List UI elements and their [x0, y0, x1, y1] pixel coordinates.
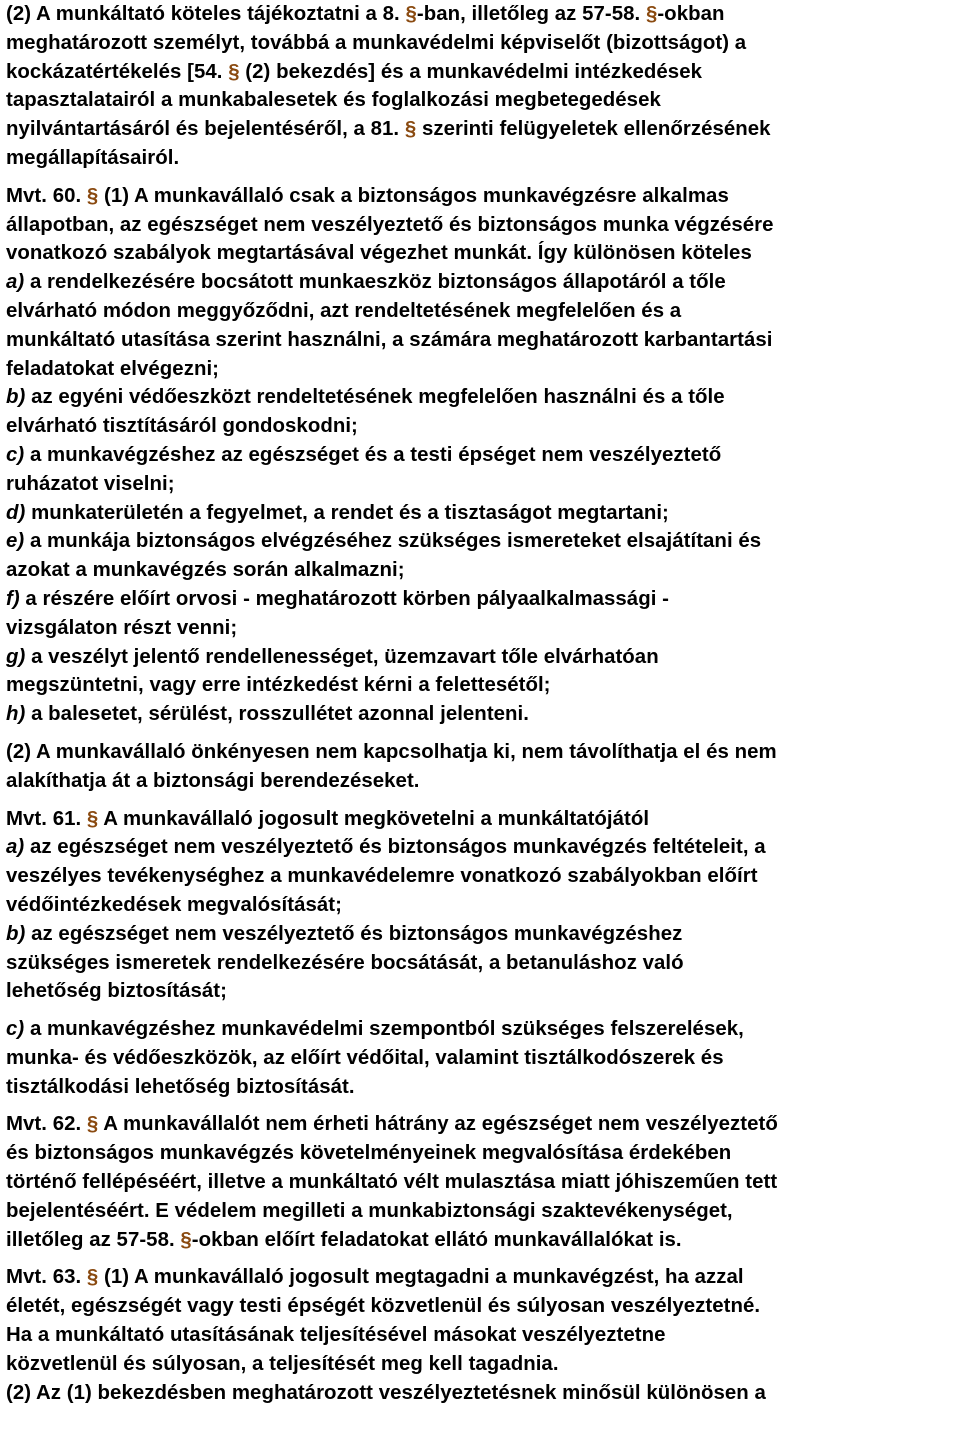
text-run: Mvt. 63. — [6, 1266, 87, 1289]
text-line — [6, 499, 956, 528]
text-run: és biztonságos munkavégzés követelményeinek megvalósítása érdekében — [6, 1142, 732, 1165]
text-line — [6, 977, 956, 1006]
section-sign: § — [180, 1228, 192, 1251]
item-marker: h) — [6, 703, 26, 726]
text-run: munkáltató utasítása szerint használni, a számára meghatározott karbantartási — [6, 328, 773, 351]
paragraph — [6, 738, 956, 796]
section-sign: § — [86, 1113, 99, 1136]
text-line — [6, 268, 956, 297]
item-marker: a) — [6, 271, 25, 294]
text-line — [6, 805, 956, 834]
section-sign: § — [405, 3, 417, 25]
text-run: elvárható tisztításáról gondoskodni; — [6, 415, 358, 438]
text-run: nyilvántartásáról és bejelentéséről, a 81. — [6, 118, 405, 141]
text-line — [6, 470, 956, 499]
text-line — [6, 1197, 956, 1226]
text-line — [6, 614, 956, 643]
text-run: az egészséget nem veszélyeztető és biztonságos munkavégzéshez — [25, 922, 683, 945]
text-run: A munkavállaló jogosult megkövetelni a munkáltatójától — [98, 807, 650, 830]
text-line — [6, 1379, 956, 1408]
text-run: (1) A munkavállaló csak a biztonságos munkavégzésre alkalmas — [98, 184, 729, 207]
text-run: -ban, illetőleg az 57-58. — [416, 3, 646, 25]
item-marker: e) — [6, 530, 25, 553]
text-run: meghatározott személyt, továbbá a munkavédelmi képviselőt (bizottságot) a — [6, 31, 747, 54]
text-run: munkaterületén a fegyelmet, a rendet és a tisztaságot megtartani; — [25, 501, 669, 524]
text-line — [6, 326, 956, 355]
text-line — [6, 1226, 956, 1255]
text-run: a munkavégzéshez munkavédelmi szempontból szükséges felszerelések, — [24, 1018, 744, 1041]
text-line — [6, 1350, 956, 1379]
section-sign: § — [645, 3, 658, 25]
text-run: azokat a munkavégzés során alkalmazni; — [6, 559, 405, 582]
text-line — [6, 144, 956, 173]
text-line — [6, 58, 956, 87]
text-line — [6, 86, 956, 115]
item-marker: c) — [6, 1018, 25, 1041]
text-line — [6, 949, 956, 978]
text-line — [6, 211, 956, 240]
item-marker: f) — [6, 587, 20, 610]
text-run: a részére előírt orvosi - meghatározott körben pályaalkalmassági - — [19, 587, 669, 610]
section-sign: § — [404, 118, 417, 141]
text-line — [6, 738, 956, 767]
text-run: a veszélyt jelentő rendellenességet, üzemzavart tőle elvárhatóan — [25, 645, 659, 668]
text-run: kockázatértékelés [54. — [6, 60, 229, 83]
text-line — [6, 862, 956, 891]
text-run: (2) Az (1) bekezdésben meghatározott veszélyeztetésnek minősül különösen a — [6, 1381, 766, 1404]
section-sign: § — [86, 807, 99, 830]
text-run: védőintézkedések megvalósítását; — [6, 893, 342, 916]
text-run: (1) A munkavállaló jogosult megtagadni a munkavégzést, ha azzal — [98, 1266, 744, 1289]
section-sign: § — [228, 60, 240, 83]
paragraph — [6, 1015, 956, 1101]
text-line — [6, 671, 956, 700]
text-run: közvetlenül és súlyosan, a teljesítését meg kell tagadnia. — [6, 1352, 559, 1375]
text-line — [6, 527, 956, 556]
text-run: az egyéni védőeszközt rendeltetésének megfelelően használni és a tőle — [25, 386, 725, 409]
paragraph — [6, 0, 956, 173]
text-run: (2) bekezdés] és a munkavédelmi intézkedések — [239, 60, 702, 83]
text-run: elvárható módon meggyőződni, azt rendeltetésének megfelelően és a — [6, 299, 682, 322]
paragraph — [6, 1263, 956, 1407]
text-run: feladatokat elvégezni; — [6, 357, 220, 380]
text-line — [6, 115, 956, 144]
text-run: állapotban, az egészséget nem veszélyeztető és biztonságos munka végzésére — [6, 213, 774, 236]
text-run: megszüntetni, vagy erre intézkedést kérni a felettesétől; — [6, 674, 551, 697]
text-run: lehetőség biztosítását; — [6, 980, 227, 1003]
text-run: munka- és védőeszközök, az előírt védőital, valamint tisztálkodószerek és — [6, 1046, 724, 1069]
text-line — [6, 182, 956, 211]
text-line — [6, 1139, 956, 1168]
text-run: a rendelkezésére bocsátott munkaeszköz biztonságos állapotáról a tőle — [24, 271, 726, 294]
text-run: -okban előírt feladatokat ellátó munkavállalókat is. — [191, 1228, 682, 1251]
text-line — [6, 585, 956, 614]
text-line — [6, 1263, 956, 1292]
item-marker: g) — [6, 645, 26, 668]
text-line — [6, 239, 956, 268]
paragraph — [6, 1110, 956, 1254]
text-run: megállapításairól. — [6, 146, 180, 169]
text-run: a munkája biztonságos elvégzéséhez szükséges ismereteket elsajátítani és — [24, 530, 762, 553]
text-line — [6, 1321, 956, 1350]
text-run: bejelentéséért. E védelem megilleti a munkabiztonsági szaktevékenységet, — [6, 1199, 733, 1222]
text-run: szükséges ismeretek rendelkezésére bocsátását, a betanuláshoz való — [6, 951, 684, 974]
text-line — [6, 383, 956, 412]
text-line — [6, 1168, 956, 1197]
text-run: Mvt. 61. — [6, 807, 87, 830]
text-run: tisztálkodási lehetőség biztosítását. — [6, 1075, 355, 1098]
text-line — [6, 0, 956, 29]
item-marker: b) — [6, 922, 26, 945]
text-run: veszélyes tevékenységhez a munkavédelemre vonatkozó szabályokban előírt — [6, 865, 758, 888]
text-run: -okban — [657, 3, 725, 25]
text-run: Ha a munkáltató utasításának teljesítésével másokat veszélyeztetne — [6, 1324, 666, 1347]
text-run: vonatkozó szabályok megtartásával végezhet munkát. Így különösen köteles — [6, 242, 752, 265]
text-line — [6, 767, 956, 796]
document-body — [6, 0, 956, 1407]
text-run: tapasztalatairól a munkabalesetek és foglalkozási megbetegedések — [6, 89, 661, 112]
text-line — [6, 1044, 956, 1073]
section-sign: § — [86, 184, 99, 207]
text-line — [6, 1015, 956, 1044]
item-marker: c) — [6, 443, 25, 466]
text-run: ruházatot viselni; — [6, 472, 175, 495]
text-line — [6, 297, 956, 326]
section-sign: § — [86, 1266, 99, 1289]
text-line — [6, 441, 956, 470]
item-marker: a) — [6, 836, 25, 859]
item-marker: d) — [6, 501, 26, 524]
text-run: a munkavégzéshez az egészséget és a testi épséget nem veszélyeztető — [24, 443, 722, 466]
text-line — [6, 643, 956, 672]
text-run: illetőleg az 57-58. — [6, 1228, 181, 1251]
text-run: A munkavállalót nem érheti hátrány az egészséget nem veszélyeztető — [98, 1113, 778, 1136]
text-run: Mvt. 60. — [6, 184, 87, 207]
text-line — [6, 1292, 956, 1321]
text-line — [6, 891, 956, 920]
text-line — [6, 556, 956, 585]
text-run: (2) A munkavállaló önkényesen nem kapcsolhatja ki, nem távolíthatja el és nem — [6, 740, 777, 763]
text-run: a balesetet, sérülést, rosszullétet azonnal jelenteni. — [25, 703, 529, 726]
text-line — [6, 355, 956, 384]
text-run: Mvt. 62. — [6, 1113, 87, 1136]
text-run: alakíthatja át a biztonsági berendezéseket. — [6, 769, 420, 792]
text-run: az egészséget nem veszélyeztető és biztonságos munkavégzés feltételeit, a — [24, 836, 766, 859]
text-run: vizsgálaton részt venni; — [6, 616, 238, 639]
text-line — [6, 1110, 956, 1139]
text-line — [6, 700, 956, 729]
text-line — [6, 412, 956, 441]
text-run: történő fellépéséért, illetve a munkáltató vélt mulasztása miatt jóhiszeműen tett — [6, 1171, 778, 1194]
text-run: szerinti felügyeletek ellenőrzésének — [416, 118, 771, 141]
paragraph — [6, 805, 956, 1007]
text-line — [6, 833, 956, 862]
text-run: (2) A munkáltató köteles tájékoztatni a 8. — [6, 3, 406, 25]
text-line — [6, 920, 956, 949]
text-line — [6, 1073, 956, 1102]
text-run: életét, egészségét vagy testi épségét közvetlenül és súlyosan veszélyeztetné. — [6, 1295, 761, 1318]
text-line — [6, 29, 956, 58]
paragraph — [6, 182, 956, 729]
item-marker: b) — [6, 386, 26, 409]
